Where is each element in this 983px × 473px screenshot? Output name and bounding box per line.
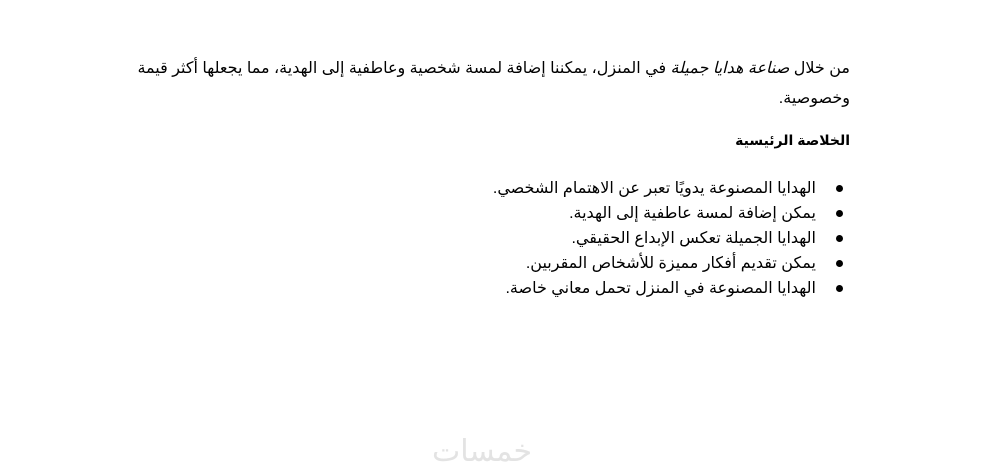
list-item-text: الهدايا المصنوعة يدويًا تعبر عن الاهتمام الشخصي. xyxy=(492,180,816,197)
summary-list xyxy=(130,176,850,301)
intro-text-start: من خلال xyxy=(789,60,850,77)
bullet-icon xyxy=(836,235,843,242)
bullet-icon xyxy=(836,260,843,267)
summary-heading: الخلاصة الرئيسية xyxy=(735,132,850,148)
list-item xyxy=(130,276,816,301)
list-item xyxy=(130,251,816,276)
intro-paragraph xyxy=(130,54,850,114)
list-item xyxy=(130,201,816,226)
bullet-icon xyxy=(836,185,843,192)
watermark-logo: خمسات xyxy=(432,434,533,469)
list-item xyxy=(130,176,816,201)
list-item xyxy=(130,226,816,251)
bullet-icon xyxy=(836,210,843,217)
list-item-text: الهدايا المصنوعة في المنزل تحمل معاني خاصة. xyxy=(505,280,816,297)
document-body xyxy=(130,54,850,301)
list-item-text: الهدايا الجميلة تعكس الإبداع الحقيقي. xyxy=(571,230,816,247)
list-item-text: يمكن تقديم أفكار مميزة للأشخاص المقربين. xyxy=(525,255,816,272)
intro-italic-phrase: صناعة هدايا جميلة xyxy=(670,60,790,77)
intro-text-end: في المنزل، يمكننا إضافة لمسة شخصية وعاطفية إلى الهدية، مما يجعلها أكثر قيمة وخصوصية. xyxy=(137,60,850,107)
bullet-icon xyxy=(836,285,843,292)
list-item-text: يمكن إضافة لمسة عاطفية إلى الهدية. xyxy=(569,205,816,222)
